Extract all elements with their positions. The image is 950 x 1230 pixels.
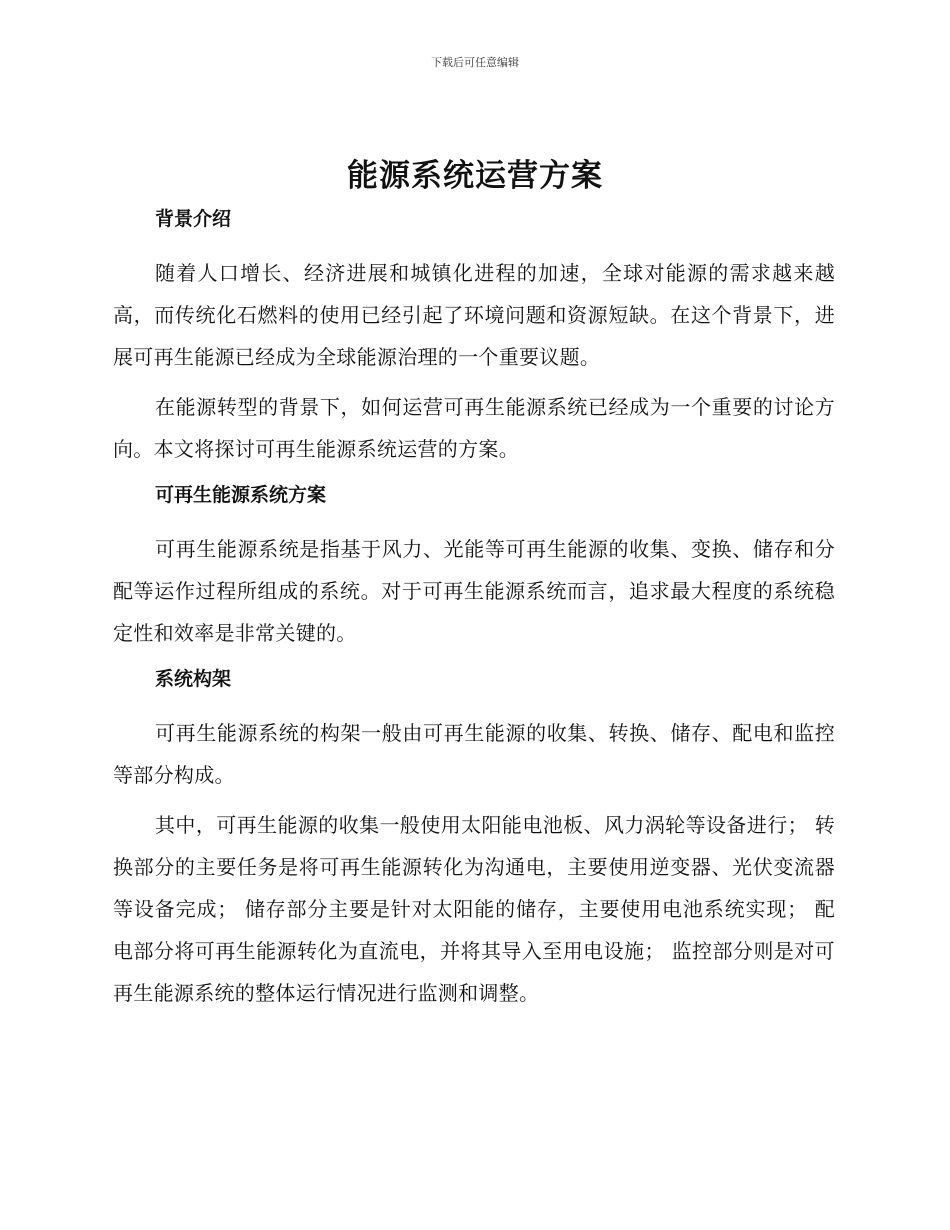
paragraph: 可再生能源系统的构架一般由可再生能源的收集、转换、储存、配电和监控等部分构成。 — [113, 721, 835, 787]
paragraph: 可再生能源系统是指基于风力、光能等可再生能源的收集、变换、储存和分配等运作过程所组成的系统。对于可再生能源系统而言，追求最大程度的系统稳定性和效率是非常关键的。 — [113, 537, 835, 645]
section-heading-renewable-plan: 可再生能源系统方案 — [155, 484, 327, 506]
document-body — [113, 202, 835, 1022]
paragraph: 随着人口增长、经济进展和城镇化进程的加速，全球对能源的需求越来越高，而传统化石燃料的使用已经引起了环境问题和资源短缺。在这个背景下，进展可再生能源已经成为全球能源治理的一个重要议题。 — [113, 261, 835, 369]
section-heading-background: 背景介绍 — [155, 208, 232, 230]
document-title: 能源系统运营方案 — [347, 158, 603, 194]
section-heading-architecture: 系统构架 — [155, 668, 232, 690]
paragraph: 其中，可再生能源的收集一般使用太阳能电池板、风力涡轮等设备进行； 转换部分的主要任务是将可再生能源转化为沟通电，主要使用逆变器、光伏变流器等设备完成； 储存部分主要是针对太阳能的储存，主要使用电池系统实现； 配电部分将可再生能源转化为直流电，并将其导入至用电设施； 监控部分则是对可再生能源系统的整体运行情况进行监测和调整。 — [113, 813, 835, 1005]
header-note: 下载后可任意编辑 — [431, 56, 519, 69]
paragraph: 在能源转型的背景下，如何运营可再生能源系统已经成为一个重要的讨论方向。本文将探讨可再生能源系统运营的方案。 — [113, 395, 835, 461]
